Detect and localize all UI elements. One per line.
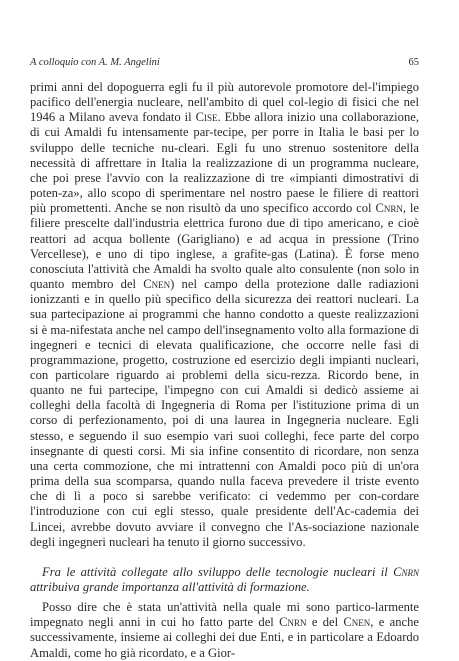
acronym: Cnrn bbox=[375, 201, 403, 216]
text-run: ) nel campo della protezione dalle radiazioni ionizzanti e in quello più specifico della sicurezza dei reattori nucleari. La sua partecipazione ai programmi che hanno condotto a queste realizzazioni si è ma-nifestata anche nel campo dell'insegnamento volto alla formazione di ingegneri e tecnici di elevata qualificazione, che occorre nelle fasi di programmazione, progetto, costruzione ed esercizio degli impianti nucleari, con particolare riguardo ai problemi della sicu-rezza. Ricordo bene, in quanto ne fui partecipe, l'impegno con cui Amaldi si dedicò assieme ai colleghi della facoltà di Ingegneria di Roma per l'istituzione prima di un corso di perfezionamento, poi di una laurea in Ingegneria nucleare. Egli stesso, e seguendo il suo esempio vari suoi colleghi, fece parte del corpo insegnante di questi corsi. Mi sia infine consentito di ricordare, non senza una certa commozione, che mi intrattenni con Amaldi poco più di un'ora prima della sua scomparsa, quando nulla faceva prevedere il triste evento che di lì a poco si sarebbe verificato: ci vedemmo per con-cordare l'introduzione con cui egli stesso, quale presidente dell'Ac-cademia dei Lincei, avrebbe dovuto avviare il convegno che l'As-sociazione nazionale degli ingegneri nucleari ha tenuto il giorno successivo. bbox=[30, 277, 419, 549]
running-title: A colloquio con A. M. Angelini bbox=[30, 57, 160, 68]
text-run: e del bbox=[306, 615, 344, 630]
text-run: primi anni del dopoguerra egli fu il più autorevole promotore del-l'impiego pacifico dell'energia nucleare, nell'ambito di quel col-legio di fisici che nel 1946 a Milano aveva fondato il bbox=[30, 80, 419, 125]
text-run: Fra le attività collegate allo sviluppo delle tecnologie nucleari il bbox=[42, 564, 394, 579]
text-run: attribuiva grande importanza all'attività di formazione. bbox=[30, 580, 310, 594]
paragraph-2 bbox=[30, 600, 419, 661]
text-run: , e anche successivamente, insieme ai colleghi dei due Enti, e in particolare a Edoardo Amaldi, come ho già ricordato, e a Gior- bbox=[30, 615, 419, 660]
page-number: 65 bbox=[408, 57, 419, 68]
text-run: . Ebbe allora inizio una collaborazione, di cui Amaldi fu intensamente par-tecipe, per porre in Italia le basi per lo sviluppo delle tecniche nu-cleari. Egli fu uno strenuo sostenitore della necessità di affrettare in Italia la realizzazione di un programma nucleare, che poi prese l'avvio con la realizzazione di tre «impianti dimostrativi di poten-za», allo scopo di sperimentare nel nostro paese le filiere di reattori più promettenti. Anche se non risultò da uno specifico accordo col bbox=[30, 110, 419, 216]
running-header bbox=[30, 57, 419, 71]
interview-question bbox=[30, 565, 419, 595]
acronym: Cnen bbox=[343, 615, 371, 630]
acronym: Cnrn bbox=[393, 564, 419, 579]
page-body bbox=[30, 80, 419, 661]
text-run: Posso dire che è stata un'attività nella quale mi sono partico-larmente impegnato negli anni in cui ho fatto parte del bbox=[30, 600, 419, 630]
paragraph-1 bbox=[30, 80, 419, 550]
acronym: Cnen bbox=[143, 277, 171, 292]
acronym: Cnrn bbox=[279, 615, 307, 630]
text-run: , le filiere prescelte dall'industria elettrica furono due di tipo americano, e cioè reattori ad acqua bollente (Garigliano) e ad acqua in pressione (Trino Vercellese), e uno di tipo inglese, a grafite-gas (Latina). È forse meno conosciuta l'attività che Amaldi ha svolto quale alto consulente (non solo in quanto membro del bbox=[30, 201, 419, 292]
acronym: Cise bbox=[195, 110, 218, 125]
